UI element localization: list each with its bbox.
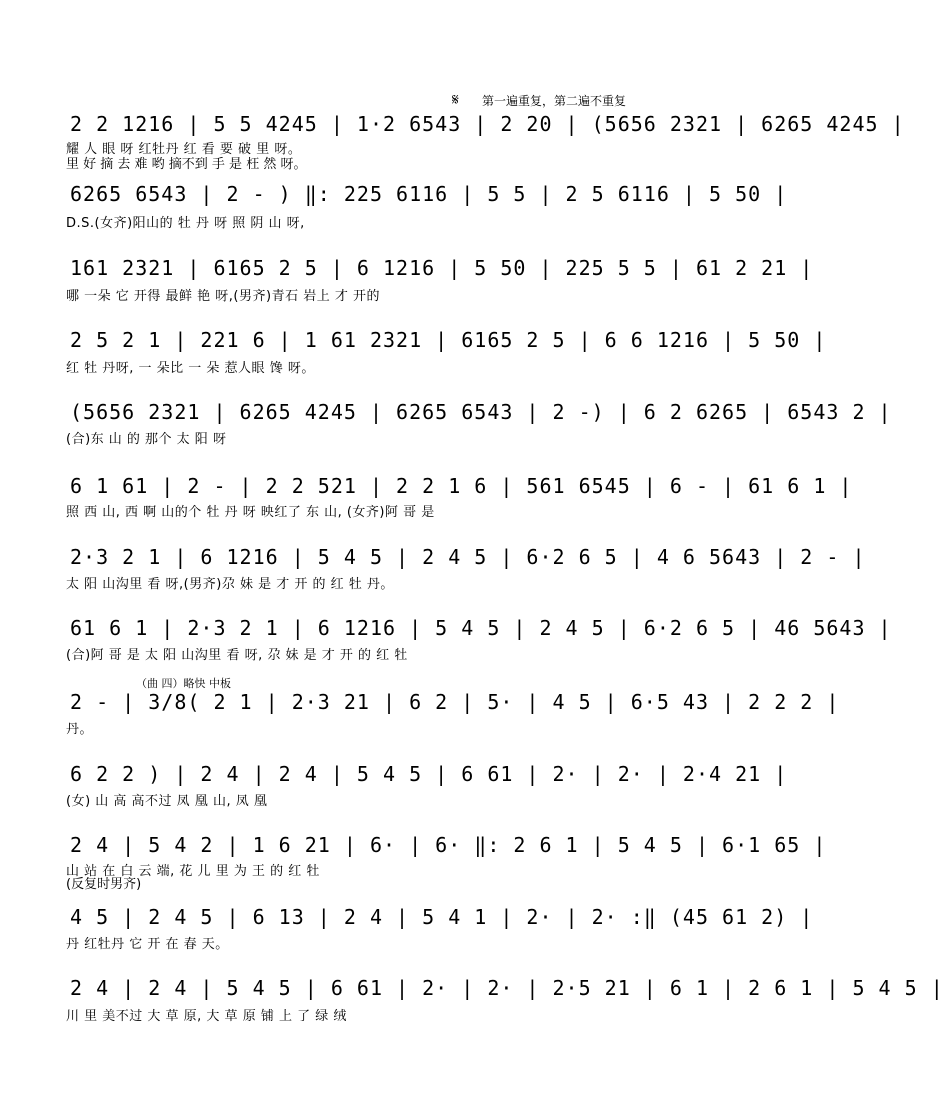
lyrics-line-12: 丹 红牡丹 它 开 在 春 天。 [66,937,229,952]
segno-icon: 𝄋 [452,90,459,109]
notation-line-1: 2 2 1216 | 5 5 4245 | 1·2 6543 | 2 20 | (5656 2321 | 6265 4245 | [70,112,905,136]
tempo-marking: （曲 四）略快 中板 [136,677,231,690]
notation-line-13: 2 4 | 2 4 | 5 4 5 | 6 61 | 2· | 2· | 2·5 21 | 6 1 | 2 6 1 | 5 4 5 | [70,976,944,1000]
notation-line-5: (5656 2321 | 6265 4245 | 6265 6543 | 2 -) | 6 2 6265 | 6543 2 | [70,400,892,424]
repeat-note: 第一遍重复，第二遍不重复 [482,94,627,108]
lyrics-line-6: 照 西 山, 西 啊 山的个 牡 丹 呀 映红了 东 山, (女齐)阿 哥 是 [66,505,435,520]
lyrics-line-1b: 里 好 摘 去 难 哟 摘不到 手 是 枉 然 呀。 [66,157,307,172]
notation-line-10: 6 2 2 ) | 2 4 | 2 4 | 5 4 5 | 6 61 | 2· | 2· | 2·4 21 | [70,762,788,786]
lyrics-line-1a: 耀 人 眼 呀 红牡丹 红 看 要 破 里 呀。 [66,142,302,157]
lyrics-line-2: D.S.(女齐)阳山的 牡 丹 呀 照 阴 山 呀, [66,216,305,231]
notation-line-12: 4 5 | 2 4 5 | 6 13 | 2 4 | 5 4 1 | 2· | 2· :‖ (45 61 2) | [70,905,814,929]
lyrics-line-3: 哪 一朵 它 开得 最鲜 艳 呀,(男齐)青石 岩上 才 开的 [66,289,380,304]
notation-line-4: 2 5 2 1 | 221 6 | 1 61 2321 | 6165 2 5 | 6 6 1216 | 5 50 | [70,328,827,352]
lyrics-line-7: 太 阳 山沟里 看 呀,(男齐)尕 妹 是 才 开 的 红 牡 丹。 [66,577,394,592]
lyrics-line-13: 川 里 美不过 大 草 原, 大 草 原 铺 上 了 绿 绒 [66,1009,347,1024]
lyrics-line-11a: 山 站 在 白 云 端, 花 儿 里 为 王 的 红 牡 [66,864,320,879]
notation-line-9: 2 - | 3/8( 2 1 | 2·3 21 | 6 2 | 5· | 4 5 | 6·5 43 | 2 2 2 | [70,690,840,714]
notation-line-6: 6 1 61 | 2 - | 2 2 521 | 2 2 1 6 | 561 6545 | 6 - | 61 6 1 | [70,474,853,498]
notation-line-11: 2 4 | 5 4 2 | 1 6 21 | 6· | 6· ‖: 2 6 1 | 5 4 5 | 6·1 65 | [70,833,827,857]
lyrics-line-10: (女) 山 高 高不过 凤 凰 山, 凤 凰 [66,794,268,809]
lyrics-line-9: 丹。 [66,722,94,737]
lyrics-line-5: (合)东 山 的 那个 太 阳 呀 [66,432,227,447]
lyrics-line-11b: (反复时男齐) [66,877,142,892]
notation-line-3: 161 2321 | 6165 2 5 | 6 1216 | 5 50 | 225 5 5 | 61 2 21 | [70,256,814,280]
notation-line-7: 2·3 2 1 | 6 1216 | 5 4 5 | 2 4 5 | 6·2 6 5 | 4 6 5643 | 2 - | [70,545,866,569]
lyrics-line-4: 红 牡 丹呀, 一 朵比 一 朵 惹人眼 馋 呀。 [66,361,315,376]
notation-line-2: 6265 6543 | 2 - ) ‖: 225 6116 | 5 5 | 2 5 6116 | 5 50 | [70,182,788,206]
lyrics-line-8: (合)阿 哥 是 太 阳 山沟里 看 呀, 尕 妹 是 才 开 的 红 牡 [66,648,408,663]
notation-line-8: 61 6 1 | 2·3 2 1 | 6 1216 | 5 4 5 | 2 4 5 | 6·2 6 5 | 46 5643 | [70,616,892,640]
